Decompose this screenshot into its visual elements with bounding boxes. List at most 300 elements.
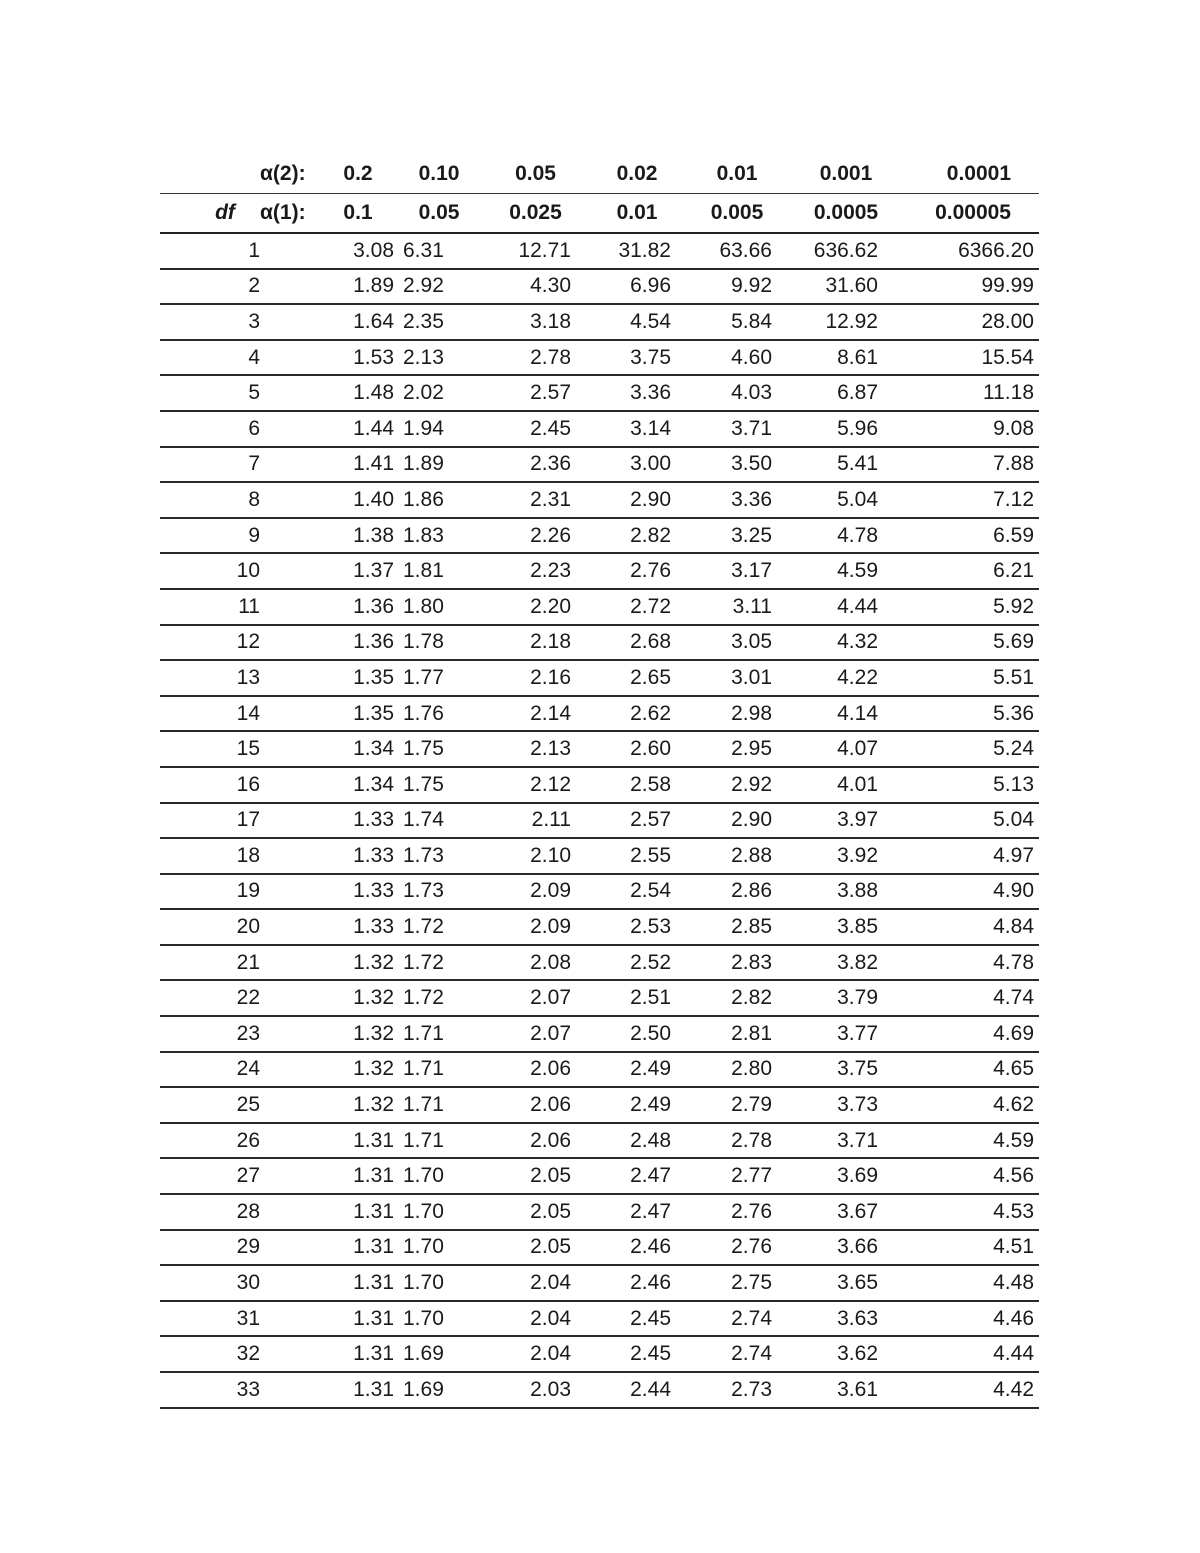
spacer-cell — [260, 945, 322, 981]
table-row — [160, 767, 1039, 803]
spacer-cell — [260, 518, 322, 554]
alpha-one-tailed-row — [160, 194, 1039, 234]
spacer-cell — [260, 340, 322, 376]
critical-value-cell: 2.55 — [587, 838, 687, 874]
critical-value-cell: 1.32 — [322, 980, 394, 1016]
critical-value-cell: 2.57 — [587, 803, 687, 839]
critical-value-cell: 4.32 — [787, 625, 905, 661]
spacer-cell — [260, 625, 322, 661]
critical-value-cell: 3.75 — [587, 340, 687, 376]
critical-value-cell: 2.46 — [587, 1230, 687, 1266]
critical-value-cell: 3.75 — [787, 1052, 905, 1088]
critical-value-cell: 1.70 — [394, 1230, 484, 1266]
critical-value-cell: 2.78 — [687, 1123, 787, 1159]
critical-value-cell: 2.78 — [484, 340, 587, 376]
critical-value-cell: 2.49 — [587, 1052, 687, 1088]
critical-value-cell: 1.78 — [394, 625, 484, 661]
spacer-cell — [260, 375, 322, 411]
critical-value-cell: 1.31 — [322, 1194, 394, 1230]
alpha2-value: 0.01 — [687, 155, 787, 194]
critical-value-cell: 1.76 — [394, 696, 484, 732]
critical-value-cell: 2.26 — [484, 518, 587, 554]
df-header: df — [160, 194, 260, 234]
critical-value-cell: 3.50 — [687, 447, 787, 483]
critical-value-cell: 3.65 — [787, 1265, 905, 1301]
df-cell: 27 — [160, 1158, 260, 1194]
critical-value-cell: 1.71 — [394, 1016, 484, 1052]
table-row — [160, 1158, 1039, 1194]
alpha2-value: 0.10 — [394, 155, 484, 194]
critical-value-cell: 2.75 — [687, 1265, 787, 1301]
critical-value-cell: 2.48 — [587, 1123, 687, 1159]
critical-value-cell: 15.54 — [905, 340, 1039, 376]
df-cell: 23 — [160, 1016, 260, 1052]
critical-value-cell: 1.71 — [394, 1087, 484, 1123]
critical-value-cell: 1.31 — [322, 1265, 394, 1301]
critical-value-cell: 2.81 — [687, 1016, 787, 1052]
critical-value-cell: 2.05 — [484, 1158, 587, 1194]
critical-value-cell: 1.72 — [394, 945, 484, 981]
df-cell: 30 — [160, 1265, 260, 1301]
critical-value-cell: 63.66 — [687, 233, 787, 269]
df-cell: 17 — [160, 803, 260, 839]
critical-value-cell: 2.98 — [687, 696, 787, 732]
df-cell: 8 — [160, 482, 260, 518]
critical-value-cell: 2.44 — [587, 1372, 687, 1408]
spacer-cell — [260, 803, 322, 839]
spacer-cell — [260, 767, 322, 803]
critical-value-cell: 4.62 — [905, 1087, 1039, 1123]
table-row — [160, 696, 1039, 732]
critical-value-cell: 2.47 — [587, 1194, 687, 1230]
df-cell: 26 — [160, 1123, 260, 1159]
critical-value-cell: 1.40 — [322, 482, 394, 518]
alpha1-value: 0.1 — [322, 194, 394, 234]
critical-value-cell: 3.69 — [787, 1158, 905, 1194]
table-row — [160, 589, 1039, 625]
critical-value-cell: 2.95 — [687, 731, 787, 767]
critical-value-cell: 2.12 — [484, 767, 587, 803]
critical-value-cell: 2.76 — [687, 1230, 787, 1266]
critical-value-cell: 1.33 — [322, 874, 394, 910]
critical-value-cell: 3.00 — [587, 447, 687, 483]
table-row — [160, 1336, 1039, 1372]
critical-value-cell: 31.82 — [587, 233, 687, 269]
critical-value-cell: 2.82 — [687, 980, 787, 1016]
critical-value-cell: 1.70 — [394, 1158, 484, 1194]
critical-value-cell: 2.14 — [484, 696, 587, 732]
spacer-cell — [260, 233, 322, 269]
critical-value-cell: 2.79 — [687, 1087, 787, 1123]
critical-value-cell: 1.70 — [394, 1301, 484, 1337]
critical-value-cell: 2.90 — [587, 482, 687, 518]
critical-values-table — [160, 155, 1039, 1409]
critical-value-cell: 2.76 — [587, 553, 687, 589]
critical-value-cell: 3.63 — [787, 1301, 905, 1337]
df-cell: 28 — [160, 1194, 260, 1230]
critical-value-cell: 2.23 — [484, 553, 587, 589]
spacer-cell — [260, 838, 322, 874]
critical-value-cell: 2.54 — [587, 874, 687, 910]
critical-value-cell: 3.62 — [787, 1336, 905, 1372]
critical-value-cell: 3.79 — [787, 980, 905, 1016]
critical-value-cell: 1.73 — [394, 874, 484, 910]
critical-value-cell: 11.18 — [905, 375, 1039, 411]
table-row — [160, 874, 1039, 910]
critical-value-cell: 1.36 — [322, 589, 394, 625]
critical-value-cell: 1.77 — [394, 660, 484, 696]
critical-value-cell: 2.06 — [484, 1087, 587, 1123]
table-header — [160, 155, 1039, 233]
critical-value-cell: 2.02 — [394, 375, 484, 411]
critical-value-cell: 4.59 — [905, 1123, 1039, 1159]
critical-value-cell: 2.83 — [687, 945, 787, 981]
critical-value-cell: 2.62 — [587, 696, 687, 732]
critical-value-cell: 1.34 — [322, 731, 394, 767]
critical-value-cell: 4.14 — [787, 696, 905, 732]
critical-value-cell: 8.61 — [787, 340, 905, 376]
spacer-cell — [260, 411, 322, 447]
critical-value-cell: 1.32 — [322, 945, 394, 981]
critical-value-cell: 1.32 — [322, 1052, 394, 1088]
df-cell: 31 — [160, 1301, 260, 1337]
critical-value-cell: 2.72 — [587, 589, 687, 625]
critical-value-cell: 1.75 — [394, 767, 484, 803]
critical-value-cell: 3.88 — [787, 874, 905, 910]
critical-value-cell: 1.94 — [394, 411, 484, 447]
table-row — [160, 980, 1039, 1016]
critical-value-cell: 2.09 — [484, 909, 587, 945]
df-cell: 33 — [160, 1372, 260, 1408]
critical-value-cell: 1.31 — [322, 1372, 394, 1408]
critical-value-cell: 4.30 — [484, 269, 587, 305]
critical-value-cell: 1.35 — [322, 660, 394, 696]
critical-value-cell: 1.31 — [322, 1123, 394, 1159]
critical-value-cell: 4.59 — [787, 553, 905, 589]
critical-value-cell: 4.48 — [905, 1265, 1039, 1301]
alpha1-value: 0.0005 — [787, 194, 905, 234]
critical-value-cell: 1.38 — [322, 518, 394, 554]
df-cell: 19 — [160, 874, 260, 910]
critical-value-cell: 2.06 — [484, 1123, 587, 1159]
critical-value-cell: 2.31 — [484, 482, 587, 518]
critical-value-cell: 2.36 — [484, 447, 587, 483]
alpha1-value: 0.025 — [484, 194, 587, 234]
critical-value-cell: 2.11 — [484, 803, 587, 839]
critical-value-cell: 4.90 — [905, 874, 1039, 910]
critical-value-cell: 3.01 — [687, 660, 787, 696]
spacer-cell — [260, 1087, 322, 1123]
df-cell: 32 — [160, 1336, 260, 1372]
df-cell: 21 — [160, 945, 260, 981]
table-row — [160, 340, 1039, 376]
critical-value-cell: 1.33 — [322, 909, 394, 945]
critical-value-cell: 2.09 — [484, 874, 587, 910]
critical-value-cell: 4.03 — [687, 375, 787, 411]
critical-value-cell: 1.36 — [322, 625, 394, 661]
critical-value-cell: 2.05 — [484, 1230, 587, 1266]
critical-value-cell: 2.90 — [687, 803, 787, 839]
critical-value-cell: 1.37 — [322, 553, 394, 589]
table-row — [160, 1016, 1039, 1052]
table-row — [160, 803, 1039, 839]
critical-value-cell: 2.13 — [394, 340, 484, 376]
table-row — [160, 1230, 1039, 1266]
critical-value-cell: 9.92 — [687, 269, 787, 305]
spacer-cell — [260, 589, 322, 625]
critical-value-cell: 12.92 — [787, 304, 905, 340]
critical-value-cell: 1.80 — [394, 589, 484, 625]
critical-value-cell: 3.67 — [787, 1194, 905, 1230]
critical-value-cell: 2.86 — [687, 874, 787, 910]
df-cell: 10 — [160, 553, 260, 589]
critical-value-cell: 1.41 — [322, 447, 394, 483]
critical-value-cell: 3.36 — [587, 375, 687, 411]
critical-value-cell: 2.03 — [484, 1372, 587, 1408]
critical-value-cell: 2.06 — [484, 1052, 587, 1088]
critical-value-cell: 2.85 — [687, 909, 787, 945]
critical-value-cell: 3.17 — [687, 553, 787, 589]
table-body — [160, 233, 1039, 1408]
alpha2-value: 0.2 — [322, 155, 394, 194]
critical-value-cell: 4.97 — [905, 838, 1039, 874]
critical-value-cell: 2.46 — [587, 1265, 687, 1301]
df-cell: 18 — [160, 838, 260, 874]
table-row — [160, 375, 1039, 411]
table-row — [160, 1301, 1039, 1337]
table-row — [160, 304, 1039, 340]
critical-value-cell: 2.57 — [484, 375, 587, 411]
critical-value-cell: 5.04 — [787, 482, 905, 518]
table-row — [160, 411, 1039, 447]
critical-value-cell: 2.07 — [484, 1016, 587, 1052]
critical-value-cell: 3.92 — [787, 838, 905, 874]
critical-value-cell: 1.74 — [394, 803, 484, 839]
critical-value-cell: 2.74 — [687, 1301, 787, 1337]
critical-value-cell: 2.08 — [484, 945, 587, 981]
t-distribution-table-container — [160, 155, 1039, 1409]
critical-value-cell: 4.07 — [787, 731, 905, 767]
critical-value-cell: 6.87 — [787, 375, 905, 411]
critical-value-cell: 1.69 — [394, 1372, 484, 1408]
critical-value-cell: 2.04 — [484, 1265, 587, 1301]
df-cell: 24 — [160, 1052, 260, 1088]
critical-value-cell: 3.25 — [687, 518, 787, 554]
spacer-cell — [260, 1372, 322, 1408]
critical-value-cell: 1.71 — [394, 1123, 484, 1159]
spacer-cell — [260, 874, 322, 910]
spacer-cell — [260, 1016, 322, 1052]
table-row — [160, 660, 1039, 696]
critical-value-cell: 2.52 — [587, 945, 687, 981]
critical-value-cell: 2.80 — [687, 1052, 787, 1088]
critical-value-cell: 31.60 — [787, 269, 905, 305]
critical-value-cell: 2.60 — [587, 731, 687, 767]
critical-value-cell: 2.51 — [587, 980, 687, 1016]
df-cell: 20 — [160, 909, 260, 945]
df-cell: 6 — [160, 411, 260, 447]
critical-value-cell: 1.33 — [322, 838, 394, 874]
critical-value-cell: 1.31 — [322, 1336, 394, 1372]
critical-value-cell: 3.11 — [687, 589, 787, 625]
table-row — [160, 447, 1039, 483]
critical-value-cell: 2.92 — [394, 269, 484, 305]
critical-value-cell: 2.45 — [587, 1301, 687, 1337]
df-cell: 5 — [160, 375, 260, 411]
critical-value-cell: 4.22 — [787, 660, 905, 696]
table-row — [160, 1123, 1039, 1159]
critical-value-cell: 4.56 — [905, 1158, 1039, 1194]
table-row — [160, 1052, 1039, 1088]
critical-value-cell: 2.73 — [687, 1372, 787, 1408]
table-row — [160, 731, 1039, 767]
critical-value-cell: 4.84 — [905, 909, 1039, 945]
critical-value-cell: 6.96 — [587, 269, 687, 305]
critical-value-cell: 1.32 — [322, 1087, 394, 1123]
critical-value-cell: 5.92 — [905, 589, 1039, 625]
critical-value-cell: 1.89 — [394, 447, 484, 483]
critical-value-cell: 3.71 — [787, 1123, 905, 1159]
critical-value-cell: 99.99 — [905, 269, 1039, 305]
critical-value-cell: 1.72 — [394, 909, 484, 945]
table-row — [160, 1372, 1039, 1408]
critical-value-cell: 5.04 — [905, 803, 1039, 839]
critical-value-cell: 1.31 — [322, 1158, 394, 1194]
critical-value-cell: 4.78 — [787, 518, 905, 554]
critical-value-cell: 4.51 — [905, 1230, 1039, 1266]
critical-value-cell: 4.69 — [905, 1016, 1039, 1052]
critical-value-cell: 1.35 — [322, 696, 394, 732]
critical-value-cell: 5.24 — [905, 731, 1039, 767]
critical-value-cell: 1.48 — [322, 375, 394, 411]
critical-value-cell: 2.82 — [587, 518, 687, 554]
critical-value-cell: 6.31 — [394, 233, 484, 269]
df-cell: 15 — [160, 731, 260, 767]
critical-value-cell: 2.88 — [687, 838, 787, 874]
critical-value-cell: 1.72 — [394, 980, 484, 1016]
table-row — [160, 1194, 1039, 1230]
critical-value-cell: 3.97 — [787, 803, 905, 839]
critical-value-cell: 2.05 — [484, 1194, 587, 1230]
critical-value-cell: 1.73 — [394, 838, 484, 874]
df-cell: 11 — [160, 589, 260, 625]
critical-value-cell: 2.92 — [687, 767, 787, 803]
critical-value-cell: 3.05 — [687, 625, 787, 661]
critical-value-cell: 1.89 — [322, 269, 394, 305]
critical-value-cell: 1.64 — [322, 304, 394, 340]
alpha2-value: 0.02 — [587, 155, 687, 194]
table-row — [160, 1087, 1039, 1123]
critical-value-cell: 2.04 — [484, 1336, 587, 1372]
critical-value-cell: 6.21 — [905, 553, 1039, 589]
critical-value-cell: 1.69 — [394, 1336, 484, 1372]
critical-value-cell: 2.76 — [687, 1194, 787, 1230]
spacer-cell — [260, 1230, 322, 1266]
critical-value-cell: 5.36 — [905, 696, 1039, 732]
critical-value-cell: 2.68 — [587, 625, 687, 661]
critical-value-cell: 4.53 — [905, 1194, 1039, 1230]
critical-value-cell: 1.86 — [394, 482, 484, 518]
critical-value-cell: 3.18 — [484, 304, 587, 340]
critical-value-cell: 4.46 — [905, 1301, 1039, 1337]
critical-value-cell: 2.65 — [587, 660, 687, 696]
critical-value-cell: 1.31 — [322, 1230, 394, 1266]
critical-value-cell: 3.08 — [322, 233, 394, 269]
df-cell: 7 — [160, 447, 260, 483]
table-row — [160, 945, 1039, 981]
spacer-cell — [260, 980, 322, 1016]
critical-value-cell: 4.01 — [787, 767, 905, 803]
critical-value-cell: 1.33 — [322, 803, 394, 839]
table-row — [160, 553, 1039, 589]
critical-value-cell: 7.88 — [905, 447, 1039, 483]
df-cell: 3 — [160, 304, 260, 340]
alpha2-value: 0.0001 — [905, 155, 1039, 194]
critical-value-cell: 4.44 — [905, 1336, 1039, 1372]
table-row — [160, 1265, 1039, 1301]
df-cell: 25 — [160, 1087, 260, 1123]
critical-value-cell: 1.31 — [322, 1301, 394, 1337]
critical-value-cell: 28.00 — [905, 304, 1039, 340]
critical-value-cell: 1.44 — [322, 411, 394, 447]
table-row — [160, 482, 1039, 518]
table-row — [160, 625, 1039, 661]
table-row — [160, 909, 1039, 945]
critical-value-cell: 4.65 — [905, 1052, 1039, 1088]
critical-value-cell: 5.51 — [905, 660, 1039, 696]
critical-value-cell: 4.60 — [687, 340, 787, 376]
critical-value-cell: 3.77 — [787, 1016, 905, 1052]
df-cell: 29 — [160, 1230, 260, 1266]
critical-value-cell: 1.32 — [322, 1016, 394, 1052]
critical-value-cell: 2.18 — [484, 625, 587, 661]
table-row — [160, 269, 1039, 305]
critical-value-cell: 7.12 — [905, 482, 1039, 518]
alpha1-value: 0.01 — [587, 194, 687, 234]
spacer-cell — [260, 1052, 322, 1088]
critical-value-cell: 1.75 — [394, 731, 484, 767]
critical-value-cell: 2.47 — [587, 1158, 687, 1194]
critical-value-cell: 2.10 — [484, 838, 587, 874]
critical-value-cell: 2.16 — [484, 660, 587, 696]
table-row — [160, 518, 1039, 554]
df-cell: 16 — [160, 767, 260, 803]
df-cell: 22 — [160, 980, 260, 1016]
alpha1-value: 0.00005 — [905, 194, 1039, 234]
critical-value-cell: 5.41 — [787, 447, 905, 483]
critical-value-cell: 6366.20 — [905, 233, 1039, 269]
spacer-cell — [260, 731, 322, 767]
critical-value-cell: 2.20 — [484, 589, 587, 625]
table-row — [160, 838, 1039, 874]
critical-value-cell: 2.13 — [484, 731, 587, 767]
critical-value-cell: 2.77 — [687, 1158, 787, 1194]
alpha1-value: 0.05 — [394, 194, 484, 234]
spacer-cell — [260, 269, 322, 305]
spacer-cell — [260, 1194, 322, 1230]
alpha1-value: 0.005 — [687, 194, 787, 234]
spacer-cell — [260, 553, 322, 589]
alpha-two-tailed-row — [160, 155, 1039, 194]
df-cell: 14 — [160, 696, 260, 732]
critical-value-cell: 1.70 — [394, 1265, 484, 1301]
critical-value-cell: 5.69 — [905, 625, 1039, 661]
df-cell: 9 — [160, 518, 260, 554]
spacer-cell — [260, 1265, 322, 1301]
critical-value-cell: 4.42 — [905, 1372, 1039, 1408]
critical-value-cell: 2.58 — [587, 767, 687, 803]
df-cell: 12 — [160, 625, 260, 661]
